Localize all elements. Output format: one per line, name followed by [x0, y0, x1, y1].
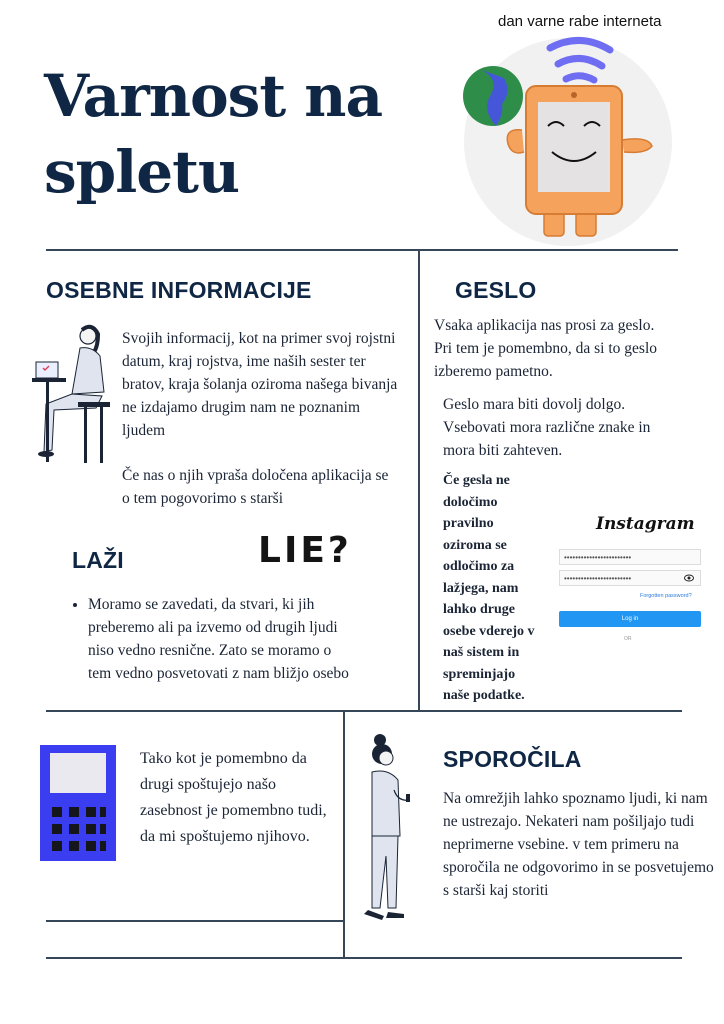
tagline: dan varne rabe interneta	[498, 13, 662, 30]
woman-phone-illustration	[354, 732, 414, 926]
geslo-paragraph-2: Geslo mara biti dovolj dolgo. Vsebovati mora različne znake in mora biti zahteven.	[443, 396, 651, 459]
forgot-password-link[interactable]: Forgotten password?	[640, 593, 692, 599]
divider-vertical-upper	[418, 249, 420, 711]
login-button[interactable]: Log in	[559, 611, 701, 627]
section-heading-sporocila: SPOROČILA	[443, 746, 582, 772]
zasebnost-text: Tako kot je pomembno da drugi spoštujejo našo zasebnost je pomembno tudi, da mi spoštujemo njihovo.	[140, 750, 327, 845]
section-heading-lazi: LAŽI	[72, 547, 124, 573]
divider-vertical-lower	[343, 710, 345, 958]
calculator-icon	[40, 745, 116, 861]
geslo-warning: Če gesla ne določimo pravilno oziroma se odločimo za lažjega, nam lahko druge osebe vderejo v naš sistem in spreminjajo naše podatke.	[443, 473, 535, 703]
divider-bottom	[46, 957, 682, 959]
sporocila-text: Na omrežjih lahko spoznamo ljudi, ki nam ne ustrezajo. Nekateri nam pošiljajo tudi neprimerne vsebine. v tem primeru na sporočila ne odgovorimo in se posvetujemo s starši kaj storiti	[443, 790, 714, 899]
geslo-paragraph-1: Vsaka aplikacija nas prosi za geslo. Pri tem je pomembno, da si to geslo izberemo pametno.	[434, 317, 658, 380]
section-heading-osebne: OSEBNE INFORMACIJE	[46, 277, 312, 303]
divider-lower-left	[46, 920, 343, 922]
instagram-logo-text: Instagram	[596, 514, 695, 534]
smiling-phone-illustration	[452, 34, 684, 246]
or-separator: OR	[624, 636, 632, 642]
osebne-paragraph-2: Če nas o njih vpraša določena aplikacija se o tem pogovorimo s starši	[122, 467, 389, 507]
lie-question-graphic: LIE?	[258, 530, 352, 571]
eye-icon[interactable]	[684, 574, 694, 582]
divider-top	[46, 249, 678, 251]
globe-icon	[463, 66, 523, 126]
page-title: Varnost na spletu	[44, 62, 383, 206]
lazi-list-item: • Moramo se zavedati, da stvari, ki jih preberemo ali pa izvemo od drugih ljudi niso vedno resnične. Zato se moramo o tem vedno posvetovati z nam bližjo osebo	[88, 593, 358, 685]
osebne-paragraph-1: Svojih informacij, kot na primer svoj rojstni datum, kraj rojstva, ime naših sester ter bratov, kraja šolanja oziroma našega bivanja ne izdajamo drugim nam ne poznanim ljudem	[122, 330, 398, 439]
section-heading-geslo: GESLO	[455, 277, 537, 303]
instagram-username-field[interactable]: ••••••••••••••••••••••••	[559, 549, 701, 565]
lazi-list	[70, 593, 358, 685]
instagram-password-field[interactable]: ••••••••••••••••••••••••	[559, 570, 701, 586]
woman-laptop-illustration	[32, 322, 112, 464]
divider-middle	[46, 710, 682, 712]
